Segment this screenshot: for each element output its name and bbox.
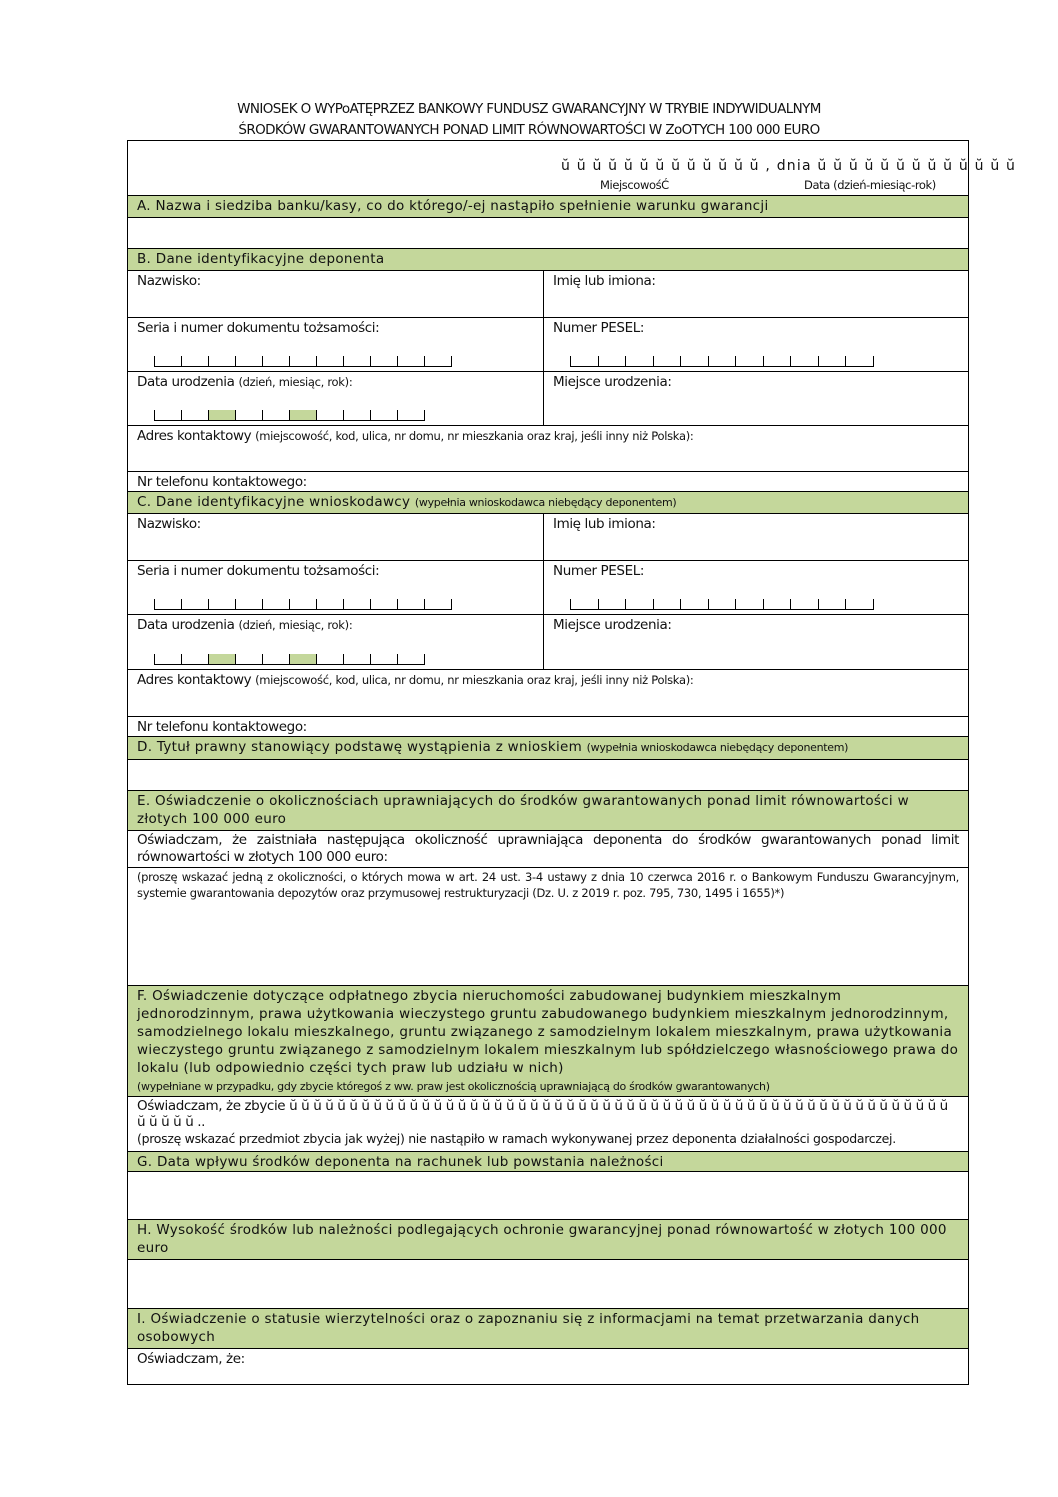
form-title-line-2: ŚRODKÓW GWARANTOWANYCH PONAD LIMIT RÓWNOWARTOŚCI W ZoOTYCH 100 000 EURO	[238, 122, 820, 138]
e-note-text: (proszę wskazać jedną z okoliczności, o których mowa w art. 24 ust. 3-4 ustawy z dnia 10 czerwca 2016 r. o Bankowym Funduszu Gwarancyjnym, systemie gwarantowania depozytów oraz przymusowej restrukturyzacji (Dz. U. z 2019 r. poz. 795, 730, 1495 i 1655)*)	[137, 870, 959, 900]
c-id-doc-field[interactable]	[128, 561, 544, 614]
b-id-doc-boxes[interactable]	[154, 356, 452, 367]
c-address-label: Adres kontaktowy (miejscowość, kod, ulica, nr domu, nr mieszkania oraz kraj, jeśli inny niż Polska):	[137, 672, 694, 688]
c-phone-field[interactable]	[128, 716, 968, 736]
section-c-header	[128, 491, 968, 513]
section-c-birth-row	[128, 614, 968, 669]
section-b-birth-row	[128, 371, 968, 425]
section-d-header	[128, 736, 968, 759]
c-phone-label: Nr telefonu kontaktowego:	[137, 719, 307, 735]
section-b-name-row	[128, 270, 968, 317]
section-b-header	[128, 248, 968, 270]
section-d-title: D. Tytuł prawny stanowiący podstawę wystąpienia z wnioskiem	[137, 739, 583, 755]
section-f-title: F. Oświadczenie dotyczące odpłatnego zbycia nieruchomości zabudowanej budynkiem mieszkalnym jednorodzinnym, prawa użytkowania wieczystego gruntu zabudowanego budynkiem mieszkalnym jednorodzinnym, samodzielnego lokalu mieszkalnego, gruntu związanego z samodzielnym lokalem mieszkalnym, prawa użytkowania wieczystego gruntu związanego z samodzielnym lokalem mieszkalnym lub spółdzielczego własnościowego prawa do lokalu (lub odpowiednio części tych praw lub udziału w nich)	[137, 988, 959, 1076]
c-dob-field[interactable]	[128, 615, 544, 669]
section-b-id-row	[128, 317, 968, 371]
f-statement-text: Oświadczam, że zbycie ŭ ŭ ŭ ŭ ŭ ŭ ŭ ŭ ŭ ŭ ŭ ŭ ŭ ŭ ŭ ŭ ŭ ŭ ŭ ŭ ŭ ŭ ŭ ŭ ŭ ŭ ŭ ŭ ŭ ŭ ŭ ŭ ŭ ŭ ŭ ŭ ŭ ŭ ŭ ŭ ŭ ŭ ŭ ŭ ŭ ŭ ŭ ŭ ŭ ŭ ŭ ŭ ŭ ŭ ŭ ŭ ŭ ŭ ŭ ŭ ..	[137, 1098, 948, 1130]
c-id-doc-label: Seria i numer dokumentu tożsamości:	[137, 563, 380, 579]
place-date-line[interactable]: ŭ ŭ ŭ ŭ ŭ ŭ ŭ ŭ ŭ ŭ ŭ ŭ ŭ , dnia ŭ ŭ ŭ ŭ ŭ ŭ ŭ ŭ ŭ ŭ ŭ ŭ ŭ	[561, 158, 1017, 174]
section-e-header	[128, 790, 968, 830]
section-e-title: E. Oświadczenie o okolicznościach uprawniających do środków gwarantowanych ponad limit równowartości w złotych 100 000 euro	[137, 793, 909, 827]
form-title-line-1: WNIOSEK O WYPoATĘPRZEZ BANKOWY FUNDUSZ GWARANCYJNY W TRYBIE INDYWIDUALNYM	[237, 101, 821, 117]
c-dob-label: Data urodzenia (dzień, miesiąc, rok):	[137, 617, 353, 633]
c-dob-boxes[interactable]	[154, 654, 425, 665]
date-label: Data (dzień-miesiąc-rok)	[804, 178, 936, 192]
section-c-id-row	[128, 560, 968, 614]
b-pob-field[interactable]	[544, 372, 968, 425]
place-date-row	[128, 141, 1017, 195]
e-statement-text: Oświadczam, że zaistniała następująca okoliczność uprawniająca deponenta do środków gwarantowanych ponad limit równowartości w złotych 100 000 euro:	[137, 832, 959, 865]
b-address-field[interactable]	[128, 425, 968, 471]
section-f-field[interactable]	[128, 1096, 968, 1151]
b-dob-field[interactable]	[128, 372, 544, 425]
section-i-header	[128, 1308, 968, 1348]
section-c-hint: (wypełnia wnioskodawca niebędący deponentem)	[414, 496, 677, 509]
b-names-field[interactable]	[544, 271, 968, 317]
c-pob-label: Miejsce urodzenia:	[553, 617, 672, 633]
b-dob-boxes[interactable]	[154, 410, 425, 421]
c-surname-field[interactable]	[128, 514, 544, 560]
c-names-field[interactable]	[544, 514, 968, 560]
section-c-name-row	[128, 513, 968, 560]
c-pesel-field[interactable]	[544, 561, 968, 614]
c-pesel-label: Numer PESEL:	[553, 563, 644, 579]
b-phone-field[interactable]	[128, 471, 968, 491]
b-pesel-field[interactable]	[544, 318, 968, 371]
section-e-statement	[128, 830, 968, 867]
section-d-field[interactable]	[128, 759, 968, 790]
b-address-label: Adres kontaktowy (miejscowość, kod, ulica, nr domu, nr mieszkania oraz kraj, jeśli inny niż Polska):	[137, 428, 694, 444]
section-h-title: H. Wysokość środków lub należności podlegających ochronie gwarancyjnej ponad równowartość w złotych 100 000 euro	[137, 1222, 947, 1256]
b-pesel-label: Numer PESEL:	[553, 320, 644, 336]
section-f-header	[128, 985, 968, 1096]
b-surname-label: Nazwisko:	[137, 273, 201, 289]
section-a-field[interactable]	[128, 217, 968, 248]
b-names-label: Imię lub imiona:	[553, 273, 656, 289]
c-pob-field[interactable]	[544, 615, 968, 669]
c-surname-label: Nazwisko:	[137, 516, 201, 532]
i-statement-label: Oświadczam, że:	[137, 1351, 245, 1367]
section-i-field[interactable]	[128, 1348, 968, 1385]
section-g-field[interactable]	[128, 1171, 968, 1219]
b-surname-field[interactable]	[128, 271, 544, 317]
place-label: MiejscowośĆ	[600, 178, 669, 192]
b-phone-label: Nr telefonu kontaktowego:	[137, 474, 307, 490]
b-id-doc-field[interactable]	[128, 318, 544, 371]
section-i-title: I. Oświadczenie o statusie wierzytelności oraz o zapoznaniu się z informacjami na temat przetwarzania danych osobowych	[137, 1311, 920, 1345]
section-b-title: B. Dane identyfikacyjne deponenta	[137, 251, 385, 267]
section-g-header	[128, 1151, 968, 1171]
c-id-doc-boxes[interactable]	[154, 599, 452, 610]
section-a-title: A. Nazwa i siedziba banku/kasy, co do którego/-ej nastąpiło spełnienie warunku gwarancji	[137, 198, 769, 214]
b-id-doc-label: Seria i numer dokumentu tożsamości:	[137, 320, 380, 336]
section-d-hint: (wypełnia wnioskodawca niebędący deponentem)	[586, 741, 849, 754]
b-pesel-boxes[interactable]	[570, 356, 874, 367]
application-form	[127, 140, 1017, 1385]
section-f-hint: (wypełniane w przypadku, gdy zbycie któregoś z ww. praw jest okolicznością uprawniającą do środków gwarantowanych)	[137, 1080, 770, 1093]
section-g-title: G. Data wpływu środków deponenta na rachunek lub powstania należności	[137, 1154, 664, 1170]
b-dob-label: Data urodzenia (dzień, miesiąc, rok):	[137, 374, 353, 390]
f-note-text: (proszę wskazać przedmiot zbycia jak wyżej) nie nastąpiło w ramach wykonywanej przez deponenta działalności gospodarczej.	[137, 1131, 896, 1146]
section-h-header	[128, 1219, 968, 1259]
c-names-label: Imię lub imiona:	[553, 516, 656, 532]
section-a-header	[128, 195, 968, 217]
b-pob-label: Miejsce urodzenia:	[553, 374, 672, 390]
section-c-title: C. Dane identyfikacyjne wnioskodawcy	[137, 494, 411, 510]
section-e-field[interactable]	[128, 867, 968, 985]
c-pesel-boxes[interactable]	[570, 599, 874, 610]
section-h-field[interactable]	[128, 1259, 968, 1308]
c-address-field[interactable]	[128, 669, 968, 716]
